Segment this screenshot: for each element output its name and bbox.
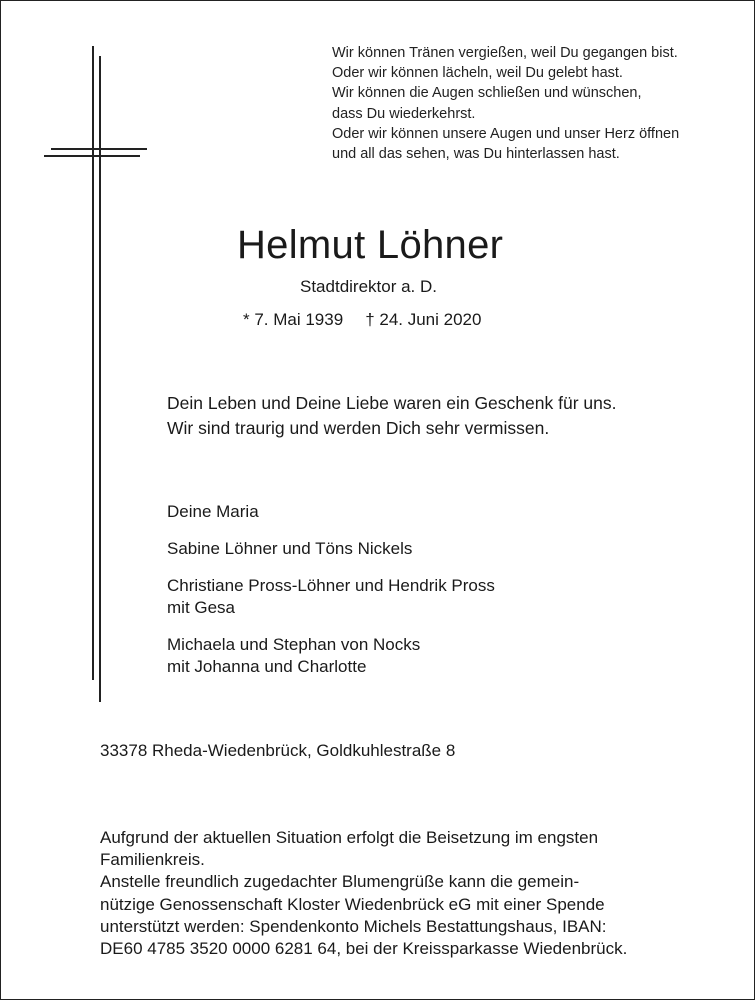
poem-line: Wir können die Augen schließen und wünschen, — [332, 85, 642, 102]
tribute-line: Dein Leben und Deine Liebe waren ein Geschenk für uns. — [167, 393, 617, 413]
deceased-name: Helmut Löhner — [237, 223, 504, 267]
mourner-group — [167, 501, 495, 523]
mourner-line: Christiane Pross-Löhner und Hendrik Pross — [167, 576, 495, 595]
birth-date: * 7. Mai 1939 — [243, 310, 344, 329]
notice-line: nützige Genossenschaft Kloster Wiedenbrück eG mit einer Spende — [100, 894, 605, 914]
life-dates — [243, 310, 481, 330]
family-address: 33378 Rheda-Wiedenbrück, Goldkuhlestraße 8 — [100, 741, 456, 760]
tribute-line: Wir sind traurig und werden Dich sehr vermissen. — [167, 418, 550, 438]
poem — [332, 43, 742, 164]
mourner-line: mit Johanna und Charlotte — [167, 657, 367, 676]
mourner-group — [167, 575, 495, 619]
mourners-list — [167, 501, 495, 693]
mourner-line: Michaela und Stephan von Nocks — [167, 635, 421, 654]
notice-line: DE60 4785 3520 0000 6281 64, bei der Kreissparkasse Wiedenbrück. — [100, 939, 628, 959]
mourner-group — [167, 634, 495, 678]
poem-line: Oder wir können unsere Augen und unser Herz öffnen — [332, 125, 680, 142]
mourner-line: Deine Maria — [167, 502, 259, 521]
cross-vertical-bar — [99, 56, 101, 702]
notice-line: Anstelle freundlich zugedachter Blumengrüße kann die gemein- — [100, 872, 580, 892]
mourner-line: mit Gesa — [167, 598, 236, 617]
tribute-text — [167, 391, 616, 441]
cross-vertical-bar — [92, 46, 94, 680]
funeral-notice — [100, 827, 730, 960]
notice-line: Aufgrund der aktuellen Situation erfolgt die Beisetzung im engsten — [100, 828, 599, 847]
death-date: † 24. Juni 2020 — [365, 310, 482, 329]
poem-line: und all das sehen, was Du hinterlassen hast. — [332, 146, 620, 163]
poem-line: dass Du wiederkehrst. — [332, 105, 476, 122]
deceased-title: Stadtdirektor a. D. — [300, 277, 438, 296]
notice-line: Familienkreis. — [100, 850, 205, 870]
notice-line: unterstützt werden: Spendenkonto Michels Bestattungshaus, IBAN: — [100, 916, 607, 936]
mourner-line: Sabine Löhner und Töns Nickels — [167, 539, 413, 558]
poem-line: Oder wir können lächeln, weil Du gelebt hast. — [332, 65, 623, 82]
poem-line: Wir können Tränen vergießen, weil Du gegangen bist. — [332, 45, 678, 61]
cross-horizontal-bar — [51, 148, 147, 150]
mourner-group — [167, 538, 495, 560]
cross-horizontal-bar — [44, 155, 140, 157]
